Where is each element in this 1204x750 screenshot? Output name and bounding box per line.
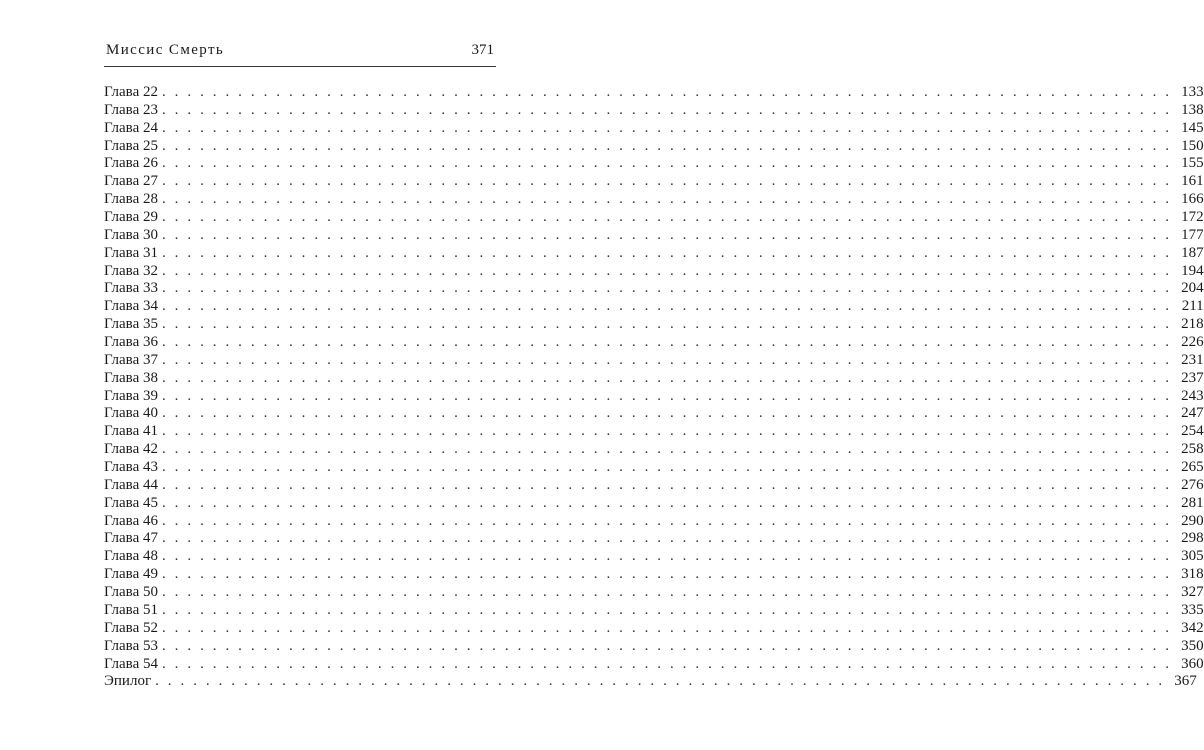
dot-leader: . . . . . . . . . . . . . . . . . . . . . . . . . . . . . . . . . . . . . . . . . . . . . . . . . . . . . . . . . . . . . . . . . . . . . . . . . . . . . . . . bbox=[161, 173, 1172, 190]
toc-entry-label: Глава 35 bbox=[104, 316, 158, 333]
toc-entry bbox=[104, 423, 1204, 441]
toc-entry-label: Глава 39 bbox=[104, 387, 158, 404]
toc-entry bbox=[104, 334, 1204, 352]
toc-entry-page: 367 bbox=[1174, 673, 1197, 690]
toc-entry-label: Глава 49 bbox=[104, 566, 158, 583]
dot-leader: . . . . . . . . . . . . . . . . . . . . . . . . . . . . . . . . . . . . . . . . . . . . . . . . . . . . . . . . . . . . . . . . . . . . . . . . . . . . . . . . bbox=[161, 459, 1172, 476]
dot-leader: . . . . . . . . . . . . . . . . . . . . . . . . . . . . . . . . . . . . . . . . . . . . . . . . . . . . . . . . . . . . . . . . . . . . . . . . . . . . . . . . bbox=[161, 494, 1172, 511]
toc-entry bbox=[104, 387, 1204, 406]
toc-entry-page: 237 bbox=[1181, 369, 1204, 386]
dot-leader: . . . . . . . . . . . . . . . . . . . . . . . . . . . . . . . . . . . . . . . . . . . . . . . . . . . . . . . . . . . . . . . . . . . . . . . . . . . . . . . . bbox=[161, 619, 1172, 636]
toc-entry-label: Глава 25 bbox=[104, 137, 158, 154]
toc-entry-label: Глава 31 bbox=[104, 244, 158, 261]
dot-leader: . . . . . . . . . . . . . . . . . . . . . . . . . . . . . . . . . . . . . . . . . . . . . . . . . . . . . . . . . . . . . . . . . . . . . . . . . . . . . . . . bbox=[161, 334, 1172, 351]
dot-leader: . . . . . . . . . . . . . . . . . . . . . . . . . . . . . . . . . . . . . . . . . . . . . . . . . . . . . . . . . . . . . . . . . . . . . . . . . . . . . . . . bbox=[161, 244, 1172, 261]
toc-entry bbox=[104, 209, 1204, 227]
toc-entry-label: Глава 42 bbox=[104, 441, 158, 458]
toc-entry-label: Глава 32 bbox=[104, 262, 158, 279]
toc-entry-label: Глава 38 bbox=[104, 369, 158, 386]
toc-entry bbox=[104, 119, 1204, 138]
toc-entry-page: 138 bbox=[1181, 101, 1204, 118]
dot-leader: . . . . . . . . . . . . . . . . . . . . . . . . . . . . . . . . . . . . . . . . . . . . . . . . . . . . . . . . . . . . . . . . . . . . . . . . . . . . . . . . bbox=[161, 280, 1172, 297]
dot-leader: . . . . . . . . . . . . . . . . . . . . . . . . . . . . . . . . . . . . . . . . . . . . . . . . . . . . . . . . . . . . . . . . . . . . . . . . . . . . . . . . bbox=[161, 155, 1172, 172]
toc-entry bbox=[104, 584, 1204, 602]
toc-entry-label: Глава 53 bbox=[104, 637, 158, 654]
dot-leader: . . . . . . . . . . . . . . . . . . . . . . . . . . . . . . . . . . . . . . . . . . . . . . . . . . . . . . . . . . . . . . . . . . . . . . . . . . . . . . . . bbox=[161, 226, 1172, 243]
toc-entry bbox=[104, 155, 1204, 173]
toc-entry bbox=[104, 280, 1204, 298]
toc-entry-label: Глава 46 bbox=[104, 512, 158, 529]
toc-entry-label: Эпилог bbox=[104, 673, 152, 690]
toc-entry bbox=[104, 530, 1204, 548]
toc-entry bbox=[104, 494, 1204, 513]
toc-entry bbox=[104, 637, 1204, 656]
toc-entry-page: 265 bbox=[1181, 459, 1204, 476]
toc-entry-label: Глава 34 bbox=[104, 298, 158, 315]
toc-entry-label: Глава 27 bbox=[104, 173, 158, 190]
toc-entry bbox=[104, 405, 1204, 423]
dot-leader: . . . . . . . . . . . . . . . . . . . . . . . . . . . . . . . . . . . . . . . . . . . . . . . . . . . . . . . . . . . . . . . . . . . . . . . . . . . . . . . . bbox=[161, 637, 1172, 654]
toc-entry bbox=[104, 441, 1204, 459]
toc-entry bbox=[104, 476, 1204, 495]
dot-leader: . . . . . . . . . . . . . . . . . . . . . . . . . . . . . . . . . . . . . . . . . . . . . . . . . . . . . . . . . . . . . . . . . . . . . . . . . . . . . . . . bbox=[161, 316, 1172, 333]
toc-entry bbox=[104, 512, 1204, 531]
toc-entry-label: Глава 36 bbox=[104, 334, 158, 351]
toc-entry bbox=[104, 566, 1204, 584]
dot-leader: . . . . . . . . . . . . . . . . . . . . . . . . . . . . . . . . . . . . . . . . . . . . . . . . . . . . . . . . . . . . . . . . . . . . . . . . . . . . . . . . bbox=[161, 441, 1172, 458]
dot-leader: . . . . . . . . . . . . . . . . . . . . . . . . . . . . . . . . . . . . . . . . . . . . . . . . . . . . . . . . . . . . . . . . . . . . . . . . . . . . . . . . bbox=[161, 548, 1172, 565]
toc-entry-page: 342 bbox=[1181, 619, 1204, 636]
toc-entry-label: Глава 51 bbox=[104, 601, 158, 618]
toc-entry bbox=[104, 655, 1204, 674]
dot-leader: . . . . . . . . . . . . . . . . . . . . . . . . . . . . . . . . . . . . . . . . . . . . . . . . . . . . . . . . . . . . . . . . . . . . . . . . . . . . . . . . bbox=[161, 351, 1172, 368]
toc-entry-label: Глава 26 bbox=[104, 155, 158, 172]
page-number: 371 bbox=[471, 42, 494, 58]
toc-entry-page: 161 bbox=[1181, 173, 1204, 190]
toc-entry-label: Глава 41 bbox=[104, 423, 158, 440]
toc-entry-page: 150 bbox=[1181, 137, 1204, 154]
toc-entry-label: Глава 40 bbox=[104, 405, 158, 422]
dot-leader: . . . . . . . . . . . . . . . . . . . . . . . . . . . . . . . . . . . . . . . . . . . . . . . . . . . . . . . . . . . . . . . . . . . . . . . . . . . . . . . . bbox=[161, 369, 1172, 386]
toc-entry-page: 172 bbox=[1181, 209, 1204, 226]
toc-entry-page: 218 bbox=[1181, 316, 1204, 333]
toc-entry-page: 177 bbox=[1181, 226, 1204, 243]
toc-entry-label: Глава 30 bbox=[104, 226, 158, 243]
toc-entry-page: 194 bbox=[1181, 262, 1204, 279]
toc-entry-label: Глава 43 bbox=[104, 459, 158, 476]
toc-entry bbox=[104, 262, 1204, 281]
toc-entry-label: Глава 52 bbox=[104, 619, 158, 636]
toc-entry-page: 187 bbox=[1181, 244, 1204, 261]
toc-entry-label: Глава 48 bbox=[104, 548, 158, 565]
toc-entry-label: Глава 37 bbox=[104, 351, 158, 368]
toc-entry-label: Глава 54 bbox=[104, 655, 158, 672]
dot-leader: . . . . . . . . . . . . . . . . . . . . . . . . . . . . . . . . . . . . . . . . . . . . . . . . . . . . . . . . . . . . . . . . . . . . . . . . . . . . . . . . bbox=[161, 209, 1172, 226]
toc-entry bbox=[104, 226, 1204, 245]
toc-entry-page: 305 bbox=[1181, 548, 1204, 565]
dot-leader: . . . . . . . . . . . . . . . . . . . . . . . . . . . . . . . . . . . . . . . . . . . . . . . . . . . . . . . . . . . . . . . . . . . . . . . . . . . . . . . . bbox=[161, 423, 1172, 440]
toc-entry-page: 226 bbox=[1181, 334, 1204, 351]
toc-entry-page: 133 bbox=[1181, 84, 1204, 100]
toc-entry-label: Глава 29 bbox=[104, 209, 158, 226]
toc-entry bbox=[104, 548, 1204, 566]
dot-leader: . . . . . . . . . . . . . . . . . . . . . . . . . . . . . . . . . . . . . . . . . . . . . . . . . . . . . . . . . . . . . . . . . . . . . . . . . . . . . . . . bbox=[161, 137, 1172, 154]
table-of-contents bbox=[104, 84, 1204, 691]
dot-leader: . . . . . . . . . . . . . . . . . . . . . . . . . . . . . . . . . . . . . . . . . . . . . . . . . . . . . . . . . . . . . . . . . . . . . . . . . . . . . . . . bbox=[161, 601, 1172, 618]
dot-leader: . . . . . . . . . . . . . . . . . . . . . . . . . . . . . . . . . . . . . . . . . . . . . . . . . . . . . . . . . . . . . . . . . . . . . . . . . . . . . . . . bbox=[161, 476, 1172, 493]
toc-entry-page: 258 bbox=[1181, 441, 1204, 458]
dot-leader: . . . . . . . . . . . . . . . . . . . . . . . . . . . . . . . . . . . . . . . . . . . . . . . . . . . . . . . . . . . . . . . . . . . . . . . . . . . . . . . . bbox=[161, 512, 1172, 529]
toc-entry bbox=[104, 173, 1204, 191]
toc-entry-page: 211 bbox=[1181, 298, 1204, 315]
toc-entry-label: Глава 44 bbox=[104, 476, 158, 493]
toc-entry-label: Глава 23 bbox=[104, 101, 158, 118]
running-title: Миссис Смерть bbox=[106, 42, 225, 58]
toc-entry bbox=[104, 459, 1204, 477]
dot-leader: . . . . . . . . . . . . . . . . . . . . . . . . . . . . . . . . . . . . . . . . . . . . . . . . . . . . . . . . . . . . . . . . . . . . . . . . . . . . . . . . bbox=[161, 101, 1172, 118]
dot-leader: . . . . . . . . . . . . . . . . . . . . . . . . . . . . . . . . . . . . . . . . . . . . . . . . . . . . . . . . . . . . . . . . . . . . . . . . . . . . . . . . bbox=[161, 530, 1172, 547]
dot-leader: . . . . . . . . . . . . . . . . . . . . . . . . . . . . . . . . . . . . . . . . . . . . . . . . . . . . . . . . . . . . . . . . . . . . . . . . . . . . . . . . bbox=[161, 655, 1172, 672]
dot-leader: . . . . . . . . . . . . . . . . . . . . . . . . . . . . . . . . . . . . . . . . . . . . . . . . . . . . . . . . . . . . . . . . . . . . . . . . . . . . . . . . bbox=[161, 119, 1172, 136]
toc-entry-page: 298 bbox=[1181, 530, 1204, 547]
dot-leader: . . . . . . . . . . . . . . . . . . . . . . . . . . . . . . . . . . . . . . . . . . . . . . . . . . . . . . . . . . . . . . . . . . . . . . . . . . . . . . . . bbox=[161, 84, 1172, 100]
toc-entry bbox=[104, 351, 1204, 370]
toc-entry-page: 290 bbox=[1181, 512, 1204, 529]
dot-leader: . . . . . . . . . . . . . . . . . . . . . . . . . . . . . . . . . . . . . . . . . . . . . . . . . . . . . . . . . . . . . . . . . . . . . . . . . . . . . . . . bbox=[161, 387, 1172, 404]
dot-leader: . . . . . . . . . . . . . . . . . . . . . . . . . . . . . . . . . . . . . . . . . . . . . . . . . . . . . . . . . . . . . . . . . . . . . . . . . . . . . . . . bbox=[161, 298, 1172, 315]
toc-entry-label: Глава 50 bbox=[104, 584, 158, 601]
dot-leader: . . . . . . . . . . . . . . . . . . . . . . . . . . . . . . . . . . . . . . . . . . . . . . . . . . . . . . . . . . . . . . . . . . . . . . . . . . . . . . . . bbox=[161, 262, 1172, 279]
toc-entry-label: Глава 28 bbox=[104, 191, 158, 208]
dot-leader: . . . . . . . . . . . . . . . . . . . . . . . . . . . . . . . . . . . . . . . . . . . . . . . . . . . . . . . . . . . . . . . . . . . . . . . . . . . . . . . . bbox=[155, 673, 1165, 690]
toc-entry-page: 350 bbox=[1181, 637, 1204, 654]
dot-leader: . . . . . . . . . . . . . . . . . . . . . . . . . . . . . . . . . . . . . . . . . . . . . . . . . . . . . . . . . . . . . . . . . . . . . . . . . . . . . . . . bbox=[161, 191, 1172, 208]
toc-entry-page: 318 bbox=[1181, 566, 1204, 583]
toc-entry-page: 327 bbox=[1181, 584, 1204, 601]
toc-entry bbox=[104, 316, 1204, 334]
toc-entry-label: Глава 33 bbox=[104, 280, 158, 297]
toc-entry bbox=[104, 137, 1204, 156]
toc-entry bbox=[104, 619, 1204, 638]
toc-entry-page: 247 bbox=[1181, 405, 1204, 422]
toc-entry-page: 276 bbox=[1181, 476, 1204, 493]
toc-entry-label: Глава 45 bbox=[104, 494, 158, 511]
toc-entry-label: Глава 22 bbox=[104, 84, 158, 100]
toc-entry bbox=[104, 101, 1204, 120]
toc-entry bbox=[104, 673, 1197, 691]
toc-entry bbox=[104, 298, 1204, 316]
dot-leader: . . . . . . . . . . . . . . . . . . . . . . . . . . . . . . . . . . . . . . . . . . . . . . . . . . . . . . . . . . . . . . . . . . . . . . . . . . . . . . . . bbox=[161, 405, 1172, 422]
toc-entry bbox=[104, 191, 1204, 209]
toc-entry-page: 231 bbox=[1181, 351, 1204, 368]
toc-entry bbox=[104, 244, 1204, 263]
toc-entry-label: Глава 24 bbox=[104, 119, 158, 136]
dot-leader: . . . . . . . . . . . . . . . . . . . . . . . . . . . . . . . . . . . . . . . . . . . . . . . . . . . . . . . . . . . . . . . . . . . . . . . . . . . . . . . . bbox=[161, 584, 1172, 601]
toc-entry-page: 243 bbox=[1181, 387, 1204, 404]
toc-entry-page: 281 bbox=[1181, 494, 1204, 511]
dot-leader: . . . . . . . . . . . . . . . . . . . . . . . . . . . . . . . . . . . . . . . . . . . . . . . . . . . . . . . . . . . . . . . . . . . . . . . . . . . . . . . . bbox=[161, 566, 1172, 583]
toc-entry-page: 145 bbox=[1181, 119, 1204, 136]
toc-entry bbox=[104, 369, 1204, 388]
toc-entry-label: Глава 47 bbox=[104, 530, 158, 547]
toc-entry-page: 204 bbox=[1181, 280, 1204, 297]
toc-entry-page: 335 bbox=[1181, 601, 1204, 618]
toc-entry-page: 254 bbox=[1181, 423, 1204, 440]
toc-entry bbox=[104, 601, 1204, 620]
toc-entry-page: 155 bbox=[1181, 155, 1204, 172]
running-header bbox=[104, 40, 496, 67]
toc-entry bbox=[104, 84, 1204, 102]
toc-entry-page: 166 bbox=[1181, 191, 1204, 208]
toc-entry-page: 360 bbox=[1181, 655, 1204, 672]
